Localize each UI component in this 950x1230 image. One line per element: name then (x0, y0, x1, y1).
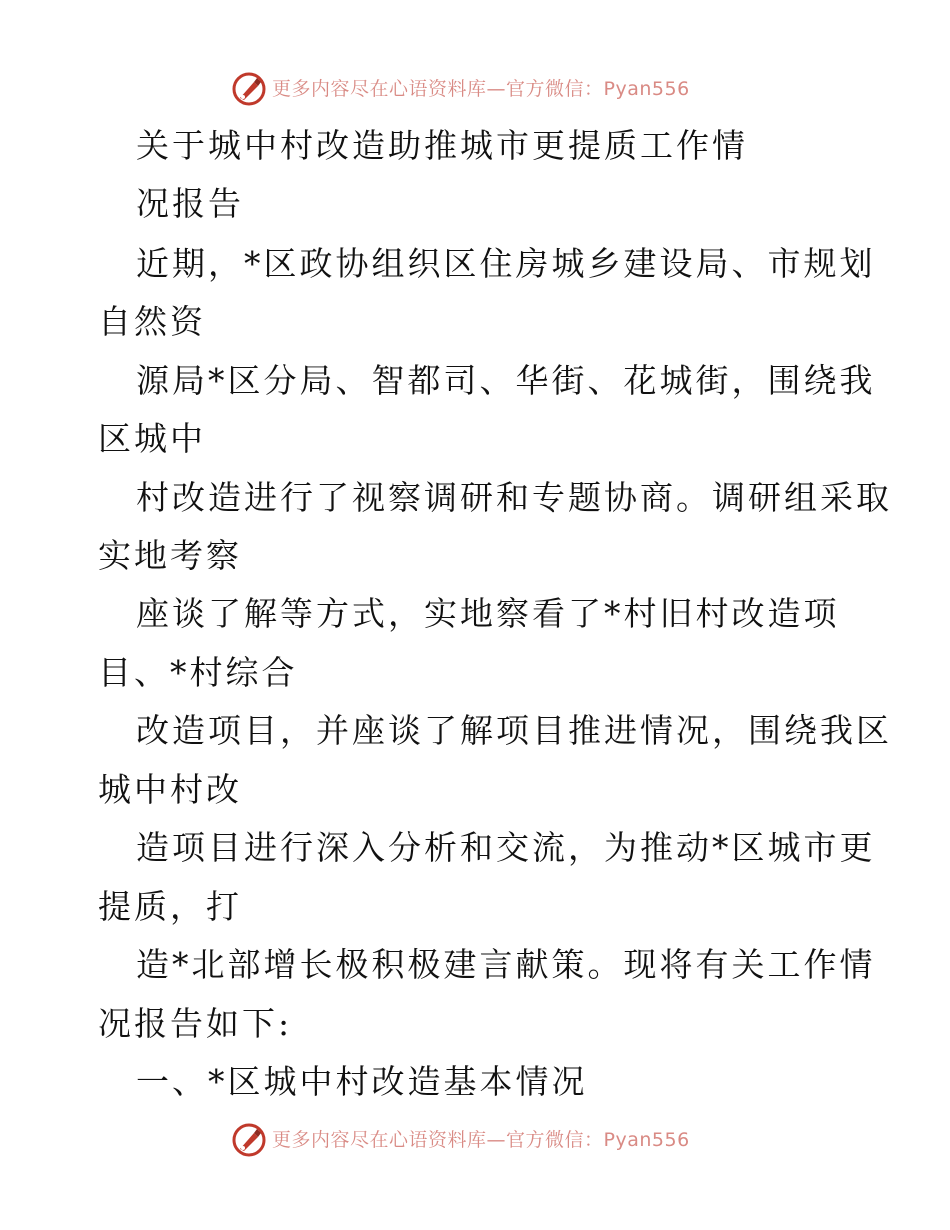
text-line: 源局*区分局、智都司、华街、花城街，围绕我 (136, 361, 876, 400)
watermark-text: 更多内容尽在心语资料库—官方微信：Pyan556 (272, 77, 690, 100)
header-watermark (232, 70, 690, 108)
text-line: 关于城中村改造助推城市更提质工作情 (136, 126, 748, 165)
text-line: 造项目进行深入分析和交流，为推动*区城市更 (136, 828, 876, 867)
text-line: 目、*村综合 (98, 653, 298, 692)
text-line: 提质，打 (98, 887, 242, 926)
text-line: 造*北部增长极积极建言献策。现将有关工作情 (136, 945, 876, 984)
watermark-text: 更多内容尽在心语资料库—官方微信：Pyan556 (272, 1128, 690, 1151)
text-line: 自然资 (98, 302, 206, 341)
text-line: 改造项目，并座谈了解项目推进情况，围绕我区 (136, 711, 892, 750)
section-heading: 一、*区城中村改造基本情况 (136, 1062, 588, 1101)
text-line: 区城中 (98, 419, 206, 458)
text-line: 近期，*区政协组织区住房城乡建设局、市规划 (136, 244, 876, 283)
pen-logo-icon (232, 72, 266, 106)
text-line: 村改造进行了视察调研和专题协商。调研组采取 (136, 478, 892, 517)
text-line: 况报告如下: (98, 1004, 293, 1043)
pen-logo-icon (232, 1123, 266, 1157)
text-line: 座谈了解等方式，实地察看了*村旧村改造项 (136, 594, 840, 633)
footer-watermark (232, 1121, 690, 1159)
text-line: 实地考察 (98, 536, 242, 575)
text-line: 况报告 (136, 184, 244, 223)
text-line: 城中村改 (98, 770, 242, 809)
